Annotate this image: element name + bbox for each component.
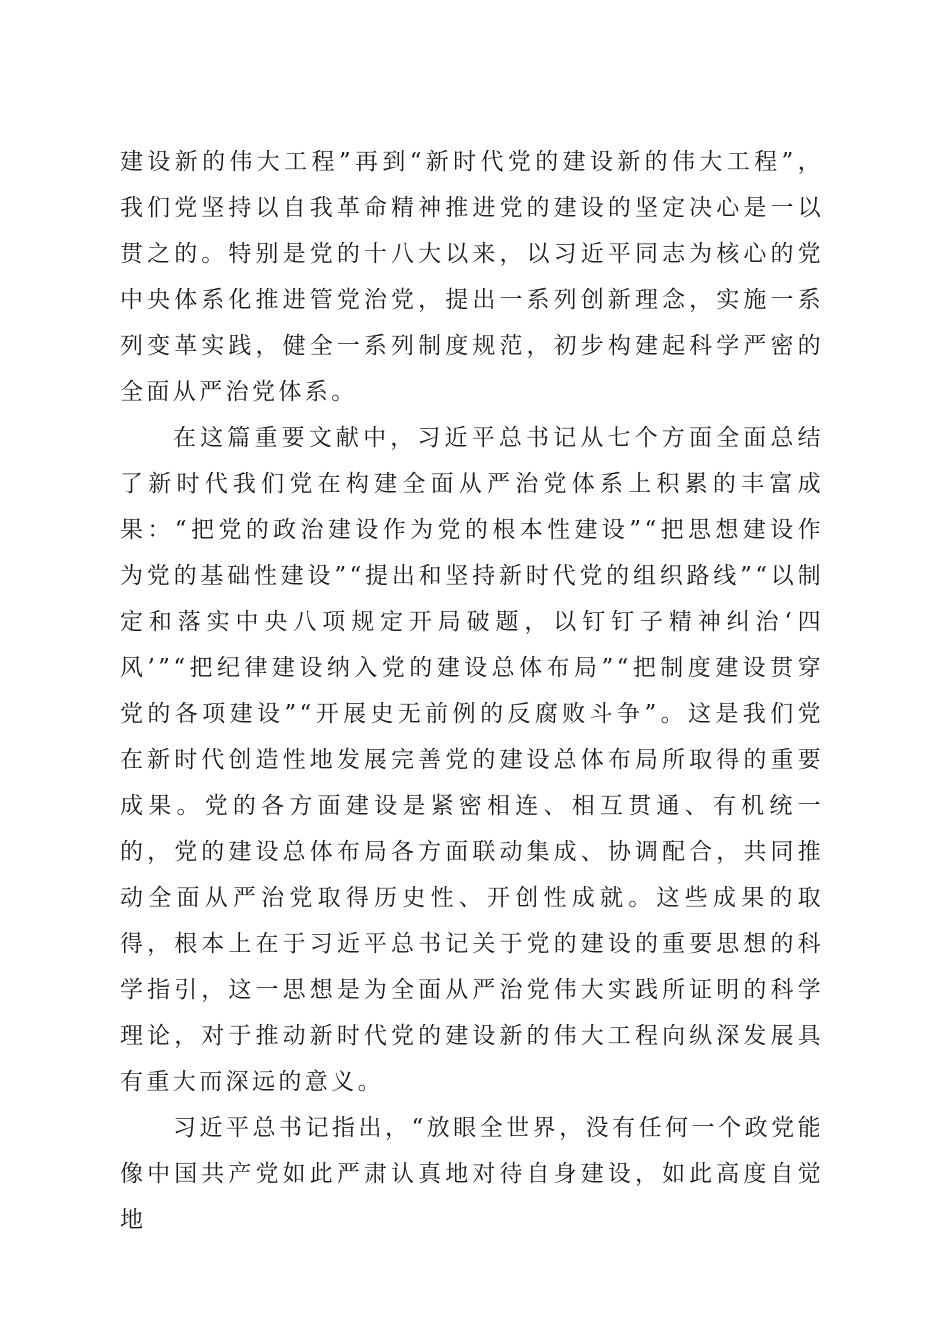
paragraph-achievements: 在这篇重要文献中，习近平总书记从七个方面全面总结了新时代我们党在构建全面从严治党体系上积累的丰富成果：“把党的政治建设作为党的根本性建设”“把思想建设作为党的基础性建设”“提出和坚持新时代党的组织路线”“以制定和落实中央八项规定开局破题，以钉钉子精神纠治‘四风’”“把纪律建设纳入党的建设总体布局”“把制度建设贯穿党的各项建设”“开展史无前例的反腐败斗争”。这是我们党在新时代创造性地发展完善党的建设总体布局所取得的重要成果。党的各方面建设是紧密相连、相互贯通、有机统一的，党的建设总体布局各方面联动集成、协调配合，共同推动全面从严治党取得历史性、开创性成就。这些成果的取得，根本上在于习近平总书记关于党的建设的重要思想的科学指引，这一思想是为全面从严治党伟大实践所证明的科学理论，对于推动新时代党的建设新的伟大工程向纵深发展具有重大而深远的意义。 [120,425,824,1095]
paragraph-continuation: 建设新的伟大工程”再到“新时代党的建设新的伟大工程”，我们党坚持以自我革命精神推进党的建设的坚定决心是一以贯之的。特别是党的十八大以来，以习近平同志为核心的党中央体系化推进管党治党，提出一系列创新理念，实施一系列变革实践，健全一系列制度规范，初步构建起科学严密的全面从严治党体系。 [120,149,824,405]
paragraph-quote-start: 习近平总书记指出，“放眼全世界，没有任何一个政党能像中国共产党如此严肃认真地对待自身建设，如此高度自觉地 [120,1115,824,1233]
document-body [120,139,824,1243]
